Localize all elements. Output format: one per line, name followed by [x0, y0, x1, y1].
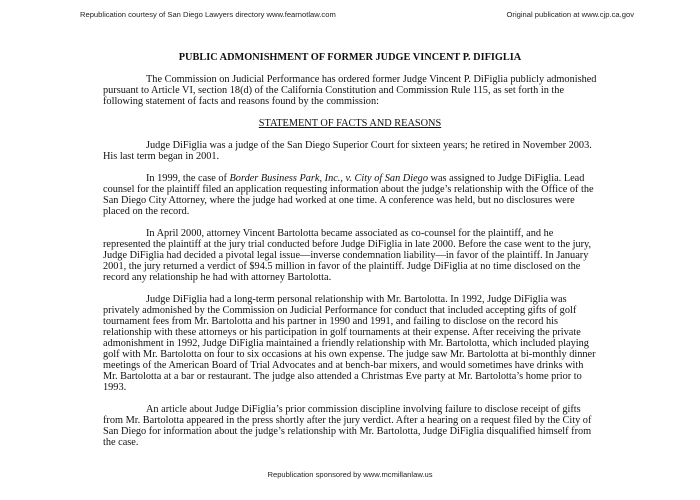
document-title: PUBLIC ADMONISHMENT OF FORMER JUDGE VINCENT P. DIFIGLIA [178, 52, 522, 63]
header-courtesy-text: Republication courtesy of San Diego Lawyers directory www.fearnotlaw.com [80, 10, 336, 19]
paragraph-2-lead: In 1999, the case of [146, 173, 230, 184]
case-name: Border Business Park, Inc., v. City of San Diego [229, 173, 428, 184]
paragraph-1: Judge DiFiglia was a judge of the San Diego Superior Court for sixteen years; he retired in November 2003. His last term began in 2001. [103, 140, 592, 162]
document-body [103, 52, 597, 459]
paragraph-3: In April 2000, attorney Vincent Bartolotta became associated as co-counsel for the plaintiff, and he represented the plaintiff at the jury trial conducted before Judge DiFiglia in late 2000. Before the case went to the jury, Judge DiFiglia had decided a pivotal legal issue—inverse condemnation liability—in favor of the plaintiff. In January 2001, the jury returned a verdict of $94.5 million in favor of the plaintiff. Judge DiFiglia at no time disclosed on the record any relationship he had with attorney Bartolotta. [103, 228, 592, 283]
paragraph-2 [103, 173, 597, 217]
paragraph-2-rest: was assigned to Judge DiFiglia. Lead counsel for the plaintiff filed an application requesting information about the judge’s relationship with the Office of the San Diego City Attorney, where the judge had worked at one time. A conference was held, but no disclosures were placed on the record. [103, 173, 594, 217]
footer-sponsor-text: Republication sponsored by www.mcmillanlaw.us [267, 470, 433, 479]
header-original-publication-text: Original publication at www.cjp.ca.gov [506, 10, 634, 19]
section-heading: STATEMENT OF FACTS AND REASONS [258, 118, 442, 129]
paragraph-5: An article about Judge DiFiglia’s prior commission discipline involving failure to disclose receipt of gifts from Mr. Bartolotta appeared in the press shortly after the jury verdict. After a hearing on a request filed by the City of San Diego for information about the judge’s relationship with Mr. Bartolotta, Judge DiFiglia disqualified himself from the case. [103, 404, 592, 448]
paragraph-4: Judge DiFiglia had a long-term personal relationship with Mr. Bartolotta. In 1992, Judge DiFiglia was privately admonished by the Commission on Judicial Performance for conduct that included accepting gifts of golf tournament fees from Mr. Bartolotta and his partner in 1990 and 1991, and failing to disclose on the record his relationship with these attorneys or his participation in golf tournaments at their expense. After receiving the private admonishment in 1992, Judge DiFiglia maintained a friendly relationship with Mr. Bartolotta, which included playing golf with Mr. Bartolotta on four to six occasions at his own expense. The judge saw Mr. Bartolotta at bi-monthly dinner meetings of the American Board of Trial Advocates and at bench-bar mixers, and would sometimes have drinks with Mr. Bartolotta at a bar or restaurant. The judge also attended a Christmas Eve party at Mr. Bartolotta’s home prior to 1993. [103, 294, 596, 393]
intro-paragraph: The Commission on Judicial Performance has ordered former Judge Vincent P. DiFiglia publicly admonished pursuant to Article VI, section 18(d) of the California Constitution and Commission Rule 115, as set forth in the following statement of facts and reasons found by the commission: [103, 74, 597, 107]
